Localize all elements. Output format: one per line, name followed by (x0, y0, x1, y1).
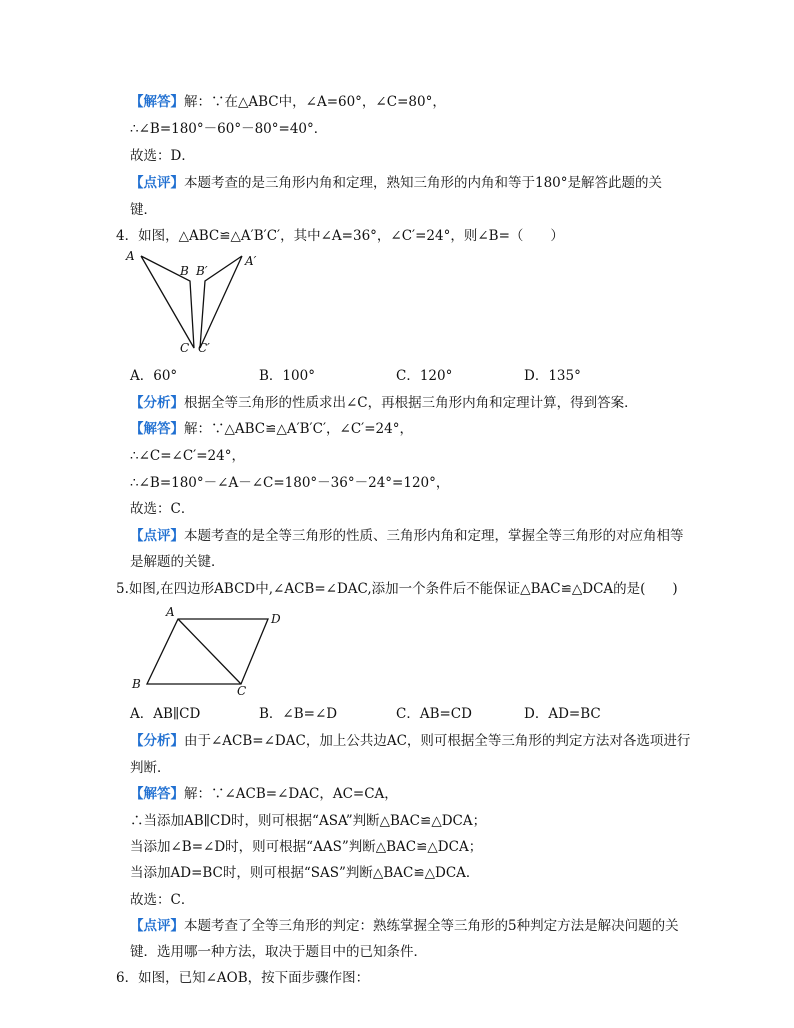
q5-solution-line-1: 【解答】解：∵∠ACB=∠DAC，AC=CA， (130, 786, 398, 802)
q4-comment-line-1: 【点评】本题考查的是全等三角形的性质、三角形内角和定理，掌握全等三角形的对应角相等 (130, 528, 684, 544)
q5-stem: 5.如图,在四边形ABCD中,∠ACB=∠DAC,添加一个条件后不能保证△BAC≌△DCA的是( ) (116, 581, 678, 597)
comment-tag: 【点评】 (130, 175, 184, 191)
solution-tag: 【解答】 (130, 786, 184, 802)
q4-option-a: A．60° (130, 368, 178, 384)
q3-comment-line-2: 键． (130, 202, 157, 218)
q3-solution-line-3: 故选：D． (130, 148, 195, 164)
q5-diagonal-ac (178, 619, 241, 684)
q4-comment-line-2: 是解题的关键． (130, 554, 225, 570)
comment-tag: 【点评】 (130, 528, 184, 544)
q4-option-d: D．135° (524, 368, 581, 384)
q4-label-b: B (180, 264, 189, 278)
q4-label-a2: A′ (245, 254, 257, 268)
q5-label-c: C (237, 684, 247, 698)
analysis-tag: 【分析】 (130, 733, 184, 749)
q5-solution-line-4: 当添加AD=BC时，则可根据“SAS”判断△BAC≌△DCA． (130, 865, 480, 881)
q5-figure (128, 602, 298, 698)
q5-label-d: D (271, 612, 281, 626)
q5-analysis-line-1: 【分析】由于∠ACB=∠DAC，加上公共边AC，则可根据全等三角形的判定方法对各选项进行 (130, 733, 691, 749)
q5-comment-line-1: 【点评】本题考查了全等三角形的判定：熟练掌握全等三角形的5种判定方法是解决问题的关 (130, 918, 679, 934)
q6-stem: 6．如图，已知∠AOB，按下面步骤作图： (116, 970, 370, 986)
solution-tag: 【解答】 (130, 421, 184, 437)
q5-analysis-line-2: 判断． (130, 760, 171, 776)
q4-option-c: C．120° (396, 368, 453, 384)
q4-stem: 4．如图，△ABC≌△A′B′C′，其中∠A=36°，∠C′=24°，则∠B=（ ） (116, 228, 564, 244)
q4-solution-line-1: 【解答】解：∵△ABC≌△A′B′C′，∠C′=24°， (130, 421, 413, 437)
solution-tag: 【解答】 (130, 94, 184, 110)
q4-option-b: B．100° (259, 368, 315, 384)
q5-option-d: D．AD=BC (524, 706, 601, 722)
q4-solution-line-2: ∴∠C=∠C′=24°， (130, 448, 245, 464)
q5-quadrilateral-abcd (147, 619, 268, 684)
q4-figure (122, 248, 272, 360)
q4-solution-line-3: ∴∠B=180°－∠A－∠C=180°－36°－24°=120°， (130, 475, 450, 491)
q5-solution-line-5: 故选：C． (130, 892, 195, 908)
q3-solution-line-1: 【解答】解：∵在△ABC中，∠A=60°，∠C=80°， (130, 94, 446, 110)
analysis-tag: 【分析】 (130, 395, 184, 411)
q5-solution-line-2: ∴当添加AB∥CD时，则可根据“ASA”判断△BAC≌△DCA； (130, 813, 487, 829)
q5-option-c: C．AB=CD (396, 706, 472, 722)
q4-analysis: 【分析】根据全等三角形的性质求出∠C，再根据三角形内角和定理计算，得到答案． (130, 395, 638, 411)
q5-label-b: B (132, 677, 141, 691)
q5-solution-line-3: 当添加∠B=∠D时，则可根据“AAS”判断△BAC≌△DCA； (130, 839, 483, 855)
q4-label-a: A (126, 249, 135, 263)
q5-comment-line-2: 键．选用哪一种方法，取决于题目中的已知条件． (130, 944, 427, 960)
comment-tag: 【点评】 (130, 918, 184, 934)
q3-solution-line-2: ∴∠B=180°－60°－80°=40°． (130, 121, 328, 137)
q4-label-b2: B′ (196, 264, 208, 278)
q4-label-c: C (180, 341, 190, 355)
q5-label-a: A (166, 605, 175, 619)
q5-option-a: A．AB∥CD (130, 706, 201, 722)
q3-comment-line-1: 【点评】本题考查的是三角形内角和定理，熟知三角形的内角和等于180°是解答此题的关 (130, 175, 663, 191)
q5-option-b: B．∠B=∠D (259, 706, 338, 722)
q4-solution-line-4: 故选：C． (130, 501, 195, 517)
q4-label-c2: C′ (198, 341, 210, 355)
